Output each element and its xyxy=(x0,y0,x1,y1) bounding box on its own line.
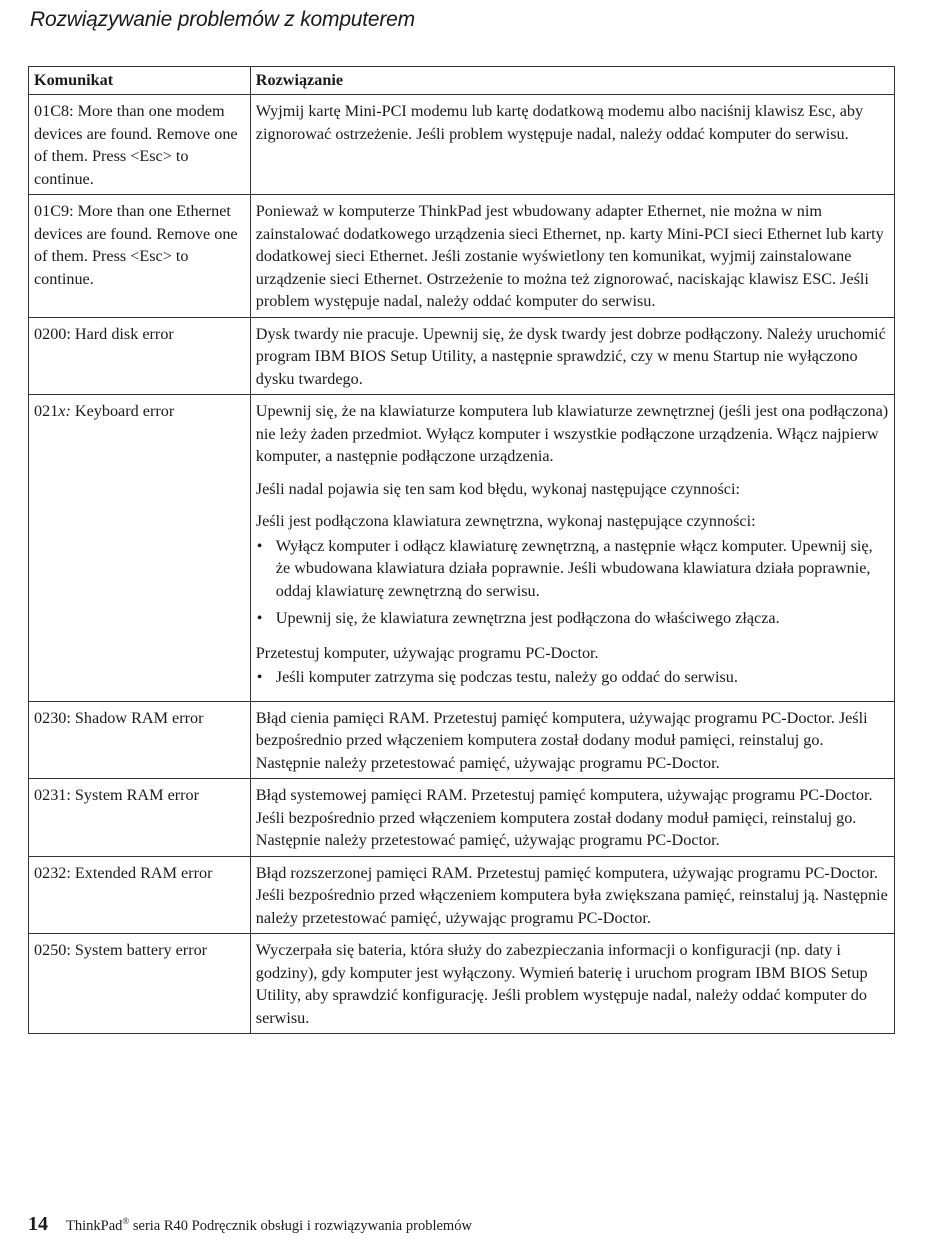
table-header-row xyxy=(29,67,895,95)
solution-paragraph: Przetestuj komputer, używając programu PC-Doctor. xyxy=(255,643,599,662)
solution-cell xyxy=(250,934,894,1034)
bullet-text: Wyłącz komputer i odłącz klawiaturę zewnętrzną, a następnie włącz komputer. Upewnij się, że wbudowana klawiatura działa poprawnie. Jeśli wbudowana klawiatura działa poprawnie, oddaj klawiaturę zewnętrzną do serwisu. xyxy=(275,536,873,600)
bullet-item xyxy=(256,607,889,630)
registered-mark: ® xyxy=(122,1216,130,1227)
table-row xyxy=(29,701,895,779)
footer-brand: ThinkPad xyxy=(66,1218,123,1234)
solution-text: Błąd cienia pamięci RAM. Przetestuj pamięć komputera, używając programu PC-Doctor. Jeśli bezpośrednio przed włączeniem komputera został dodany moduł pamięci, reinstaluj go. Następnie należy przetestować pamięć, używając programu PC-Doctor. xyxy=(255,708,868,772)
footer-title xyxy=(66,1218,472,1234)
message-code: 021 xyxy=(34,402,59,420)
page-footer xyxy=(28,1213,472,1236)
solution-cell xyxy=(250,701,894,779)
solution-paragraph: Jeśli nadal pojawia się ten sam kod błędu, wykonaj następujące czynności: xyxy=(255,479,740,498)
message-cell: 0231: System RAM error xyxy=(29,779,251,857)
solution-cell xyxy=(250,95,894,195)
page-header-title: Rozwiązywanie problemów z komputerem xyxy=(30,8,415,31)
message-cell: 0230: Shadow RAM error xyxy=(29,701,251,779)
bullet-icon: • xyxy=(256,668,263,686)
bullet-item xyxy=(256,666,889,689)
table-row xyxy=(29,856,895,934)
message-cell: 0250: System battery error xyxy=(29,934,251,1034)
page-number: 14 xyxy=(28,1213,48,1235)
table-row xyxy=(29,95,895,195)
message-cell xyxy=(29,395,251,702)
message-cell: 0232: Extended RAM error xyxy=(29,856,251,934)
message-cell: 01C9: More than one Ethernet devices are found. Remove one of them. Press <Esc> to continue. xyxy=(29,195,251,318)
bullet-list xyxy=(256,666,889,689)
solution-text: Wyczerpała się bateria, która służy do zabezpieczania informacji o konfiguracji (np. daty i godziny), gdy komputer jest wyłączony. Wymień baterię i uruchom program IBM BIOS Setup Utility, aby sprawdzić konfigurację. Jeśli problem występuje nadal, należy oddać komputer do serwisu. xyxy=(255,941,868,1027)
column-header-solution: Rozwiązanie xyxy=(250,67,894,95)
bullet-text: Upewnij się, że klawiatura zewnętrzna jest podłączona do właściwego złącza. xyxy=(275,609,780,627)
table-row xyxy=(29,395,895,702)
bullet-text: Jeśli komputer zatrzyma się podczas testu, należy go oddać do serwisu. xyxy=(275,668,738,686)
table-row xyxy=(29,195,895,318)
solution-cell xyxy=(250,195,894,318)
column-header-message: Komunikat xyxy=(29,67,251,95)
message-text: Keyboard error xyxy=(70,402,175,420)
solution-cell xyxy=(250,856,894,934)
solution-text: Błąd rozszerzonej pamięci RAM. Przetestuj pamięć komputera, używając programu PC-Doctor. Jeśli bezpośrednio przed włączeniem komputera była zwiększana pamięć, reinstaluj ją. Następnie należy przetestować pamięć, używając programu PC-Doctor. xyxy=(255,863,888,927)
solution-text: Ponieważ w komputerze ThinkPad jest wbudowany adapter Ethernet, nie można w nim zainstalować dodatkowego urządzenia sieci Ethernet, np. karty Mini-PCI sieci Ethernet lub karty dodatkowej sieci Ethernet. Jeśli zostanie wyświetlony ten komunikat, wyjmij zainstalowane urządzenie sieci Ethernet. Ostrzeżenie to można też zignorować, naciskając klawisz ESC. Jeśli problem występuje nadal, należy oddać komputer do serwisu. xyxy=(255,202,884,310)
table-row xyxy=(29,934,895,1034)
bullet-icon: • xyxy=(256,609,263,627)
message-code-variable: x: xyxy=(58,402,71,420)
solution-cell xyxy=(250,317,894,395)
solution-paragraph: Jeśli jest podłączona klawiatura zewnętrzna, wykonaj następujące czynności: xyxy=(255,512,756,530)
solution-text: Błąd systemowej pamięci RAM. Przetestuj pamięć komputera, używając programu PC-Doctor. Jeśli bezpośrednio przed włączeniem komputera został dodany moduł pamięci, reinstaluj go. Następnie należy przetestować pamięć, używając programu PC-Doctor. xyxy=(255,786,873,849)
table-row xyxy=(29,317,895,395)
bullet-icon: • xyxy=(256,536,263,555)
message-cell: 01C8: More than one modem devices are found. Remove one of them. Press <Esc> to continue. xyxy=(29,95,251,195)
solution-paragraph: Upewnij się, że na klawiaturze komputera lub klawiaturze zewnętrznej (jeśli jest ona podłączona) nie leży żaden przedmiot. Wyłącz komputer i wszystkie podłączone urządzenia. Włącz najpierw komputer, a następnie podłączone urządzenia. xyxy=(255,402,889,465)
solution-cell xyxy=(250,395,894,702)
table-row xyxy=(29,779,895,857)
solution-text: Dysk twardy nie pracuje. Upewnij się, że dysk twardy jest dobrze podłączony. Należy uruchomić program IBM BIOS Setup Utility, a następnie sprawdzić, czy w menu Startup nie wyłączono dysku twardego. xyxy=(255,324,886,388)
bullet-list xyxy=(256,535,889,630)
bullet-item xyxy=(256,535,889,603)
error-messages-table xyxy=(28,66,895,1034)
message-cell: 0200: Hard disk error xyxy=(29,317,251,395)
solution-text: Wyjmij kartę Mini-PCI modemu lub kartę dodatkową modemu albo naciśnij klawisz Esc, aby zignorować ostrzeżenie. Jeśli problem występuje nadal, należy oddać komputer do serwisu. xyxy=(255,102,864,143)
footer-title-text: seria R40 Podręcznik obsługi i rozwiązywania problemów xyxy=(129,1218,472,1234)
solution-cell xyxy=(250,779,894,857)
